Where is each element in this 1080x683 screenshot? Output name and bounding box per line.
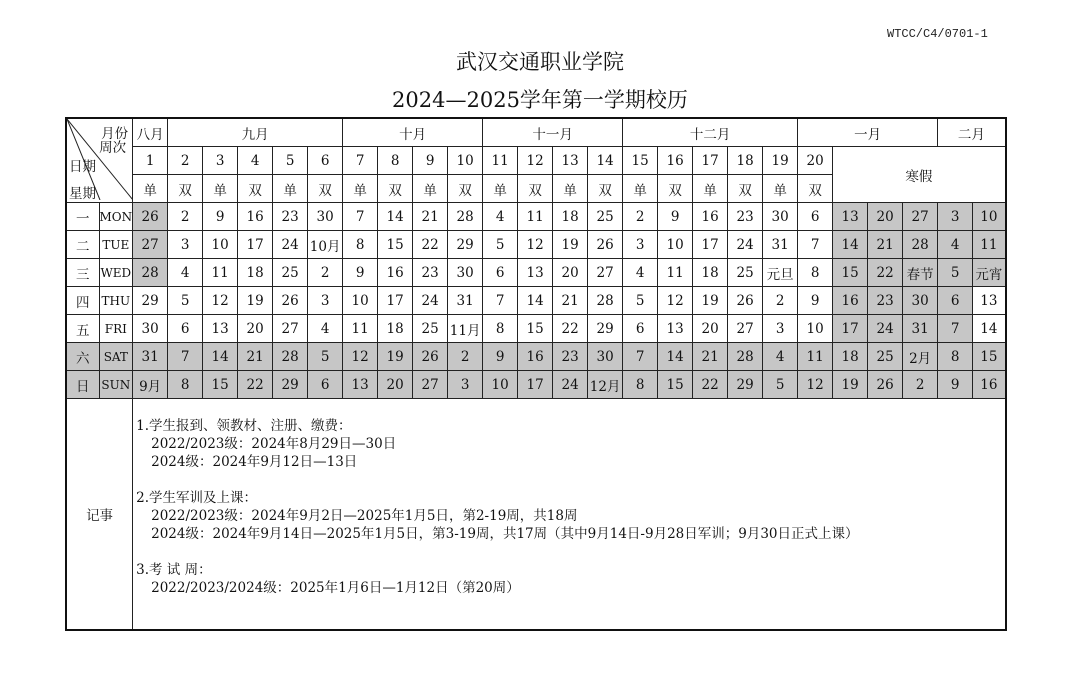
date-cell: 17 [238,231,273,259]
date-cell: 6 [308,371,343,399]
date-cell: 3 [938,203,973,231]
date-cell: 6 [798,203,833,231]
date-cell: 27 [903,203,938,231]
date-cell: 31 [903,315,938,343]
date-cell: 2 [308,259,343,287]
week-number: 7 [343,147,378,175]
notes-content [133,399,1006,631]
date-cell: 22 [868,259,903,287]
note-1-line-b: 2024级：2024年9月12日—13日 [151,454,358,470]
date-cell: 15 [203,371,238,399]
date-cell: 16 [693,203,728,231]
date-cell: 18 [693,259,728,287]
weekday-en: WED [99,259,133,287]
date-cell: 12 [518,231,553,259]
date-cell: 11 [973,231,1006,259]
date-cell: 31 [448,287,483,315]
week-parity: 单 [483,175,518,203]
date-cell: 3 [168,231,203,259]
date-cell: 15 [378,231,413,259]
month-header: 八月 [133,118,168,147]
date-cell: 6 [168,315,203,343]
weekday-row [66,343,1006,371]
week-parity: 单 [413,175,448,203]
date-cell: 30 [763,203,798,231]
date-cell: 24 [553,371,588,399]
date-cell: 9 [658,203,693,231]
date-cell: 18 [833,343,868,371]
date-cell: 21 [553,287,588,315]
week-parity: 双 [658,175,693,203]
date-cell: 4 [623,259,658,287]
month-header: 九月 [168,118,343,147]
date-cell: 11 [343,315,378,343]
date-cell: 29 [448,231,483,259]
month-header: 二月 [938,118,1006,147]
date-cell: 23 [273,203,308,231]
date-cell: 14 [518,287,553,315]
week-parity: 双 [308,175,343,203]
note-2-title: 2.学生军训及上课： [136,490,258,506]
weekday-en: SAT [99,343,133,371]
weekday-row [66,315,1006,343]
date-cell: 4 [938,231,973,259]
date-cell: 17 [378,287,413,315]
date-cell: 18 [238,259,273,287]
date-cell: 20 [378,371,413,399]
date-cell: 16 [973,371,1006,399]
date-cell: 14 [203,343,238,371]
winter-break-label: 寒假 [833,147,1006,203]
date-cell: 14 [973,315,1006,343]
date-cell: 8 [798,259,833,287]
date-cell: 11月 [448,315,483,343]
date-cell: 19 [693,287,728,315]
date-cell: 9 [798,287,833,315]
date-cell: 13 [658,315,693,343]
corner-header [66,118,133,203]
date-cell: 7 [168,343,203,371]
note-2-line-b: 2024级：2024年9月14日—2025年1月5日，第3-19周，共17周（其中9月14日-9月28日军训；9月30日正式上课） [151,526,859,542]
date-cell: 14 [658,343,693,371]
date-cell: 2 [903,371,938,399]
date-cell: 15 [518,315,553,343]
date-cell: 9月 [133,371,168,399]
date-cell: 25 [413,315,448,343]
date-cell: 7 [623,343,658,371]
date-cell: 18 [553,203,588,231]
date-cell: 10 [483,371,518,399]
week-parity: 单 [273,175,308,203]
note-2-line-a: 2022/2023级：2024年9月2日—2025年1月5日，第2-19周，共18周 [151,508,578,524]
weekday-cn: 六 [66,343,99,371]
week-parity: 双 [168,175,203,203]
date-cell: 23 [728,203,763,231]
date-cell: 9 [203,203,238,231]
date-cell: 21 [238,343,273,371]
date-cell: 10 [658,231,693,259]
date-cell: 13 [973,287,1006,315]
notes-label: 记事 [66,399,133,631]
date-cell: 22 [238,371,273,399]
date-cell: 18 [378,315,413,343]
date-cell: 5 [483,231,518,259]
date-cell: 9 [483,343,518,371]
month-header: 十一月 [483,118,623,147]
date-cell: 30 [588,343,623,371]
date-cell: 28 [133,259,168,287]
calendar-title: 2024—2025学年第一学期校历 [392,88,688,112]
corner-month-label: 月份 [101,126,129,142]
weekday-row [66,371,1006,399]
date-cell: 30 [308,203,343,231]
date-cell: 6 [938,287,973,315]
date-cell: 12月 [588,371,623,399]
date-cell: 25 [728,259,763,287]
week-parity: 单 [623,175,658,203]
note-3-title: 3.考 试 周： [136,562,212,578]
weekday-cn: 二 [66,231,99,259]
date-cell: 17 [693,231,728,259]
month-header: 一月 [798,118,938,147]
date-cell: 29 [588,315,623,343]
date-cell: 16 [518,343,553,371]
date-cell: 11 [518,203,553,231]
week-number: 11 [483,147,518,175]
date-cell: 20 [238,315,273,343]
date-cell: 17 [518,371,553,399]
week-parity: 双 [798,175,833,203]
weekday-en: THU [99,287,133,315]
date-cell: 26 [588,231,623,259]
college-title: 武汉交通职业学院 [456,50,624,74]
date-cell: 3 [763,315,798,343]
date-cell: 26 [868,371,903,399]
weekday-en: TUE [99,231,133,259]
date-cell: 7 [343,203,378,231]
date-cell: 12 [343,343,378,371]
week-parity: 双 [378,175,413,203]
date-cell: 29 [728,371,763,399]
date-cell: 13 [343,371,378,399]
note-3-line-a: 2022/2023/2024级：2025年1月6日—1月12日（第20周） [151,580,520,596]
weekday-en: SUN [99,371,133,399]
date-cell: 27 [133,231,168,259]
date-cell: 16 [238,203,273,231]
date-cell: 13 [518,259,553,287]
week-parity: 双 [238,175,273,203]
date-cell: 20 [868,203,903,231]
date-cell: 16 [378,259,413,287]
week-parity: 双 [728,175,763,203]
date-cell: 2 [623,203,658,231]
date-cell: 17 [833,315,868,343]
date-cell: 7 [483,287,518,315]
date-cell: 24 [273,231,308,259]
date-cell: 11 [203,259,238,287]
date-cell: 8 [483,315,518,343]
week-number: 17 [693,147,728,175]
date-cell: 2 [763,287,798,315]
date-cell: 28 [448,203,483,231]
date-cell: 23 [868,287,903,315]
date-cell: 12 [798,371,833,399]
school-calendar-table [65,117,1007,631]
date-cell: 25 [588,203,623,231]
date-cell: 8 [938,343,973,371]
date-cell: 10 [798,315,833,343]
date-cell: 19 [833,371,868,399]
date-cell: 12 [658,287,693,315]
corner-date-label: 日期 [69,159,96,175]
date-cell: 25 [273,259,308,287]
date-cell: 27 [413,371,448,399]
date-cell: 春节 [903,259,938,287]
weekday-cn: 一 [66,203,99,231]
date-cell: 23 [413,259,448,287]
week-number: 14 [588,147,623,175]
date-cell: 8 [623,371,658,399]
week-number: 13 [553,147,588,175]
corner-week-label: 周次 [99,140,127,156]
date-cell: 5 [938,259,973,287]
date-cell: 4 [483,203,518,231]
date-cell: 31 [133,343,168,371]
date-cell: 29 [273,371,308,399]
weekday-row [66,287,1006,315]
date-cell: 3 [623,231,658,259]
date-cell: 5 [763,371,798,399]
date-cell: 29 [133,287,168,315]
date-cell: 3 [308,287,343,315]
week-parity: 单 [553,175,588,203]
date-cell: 15 [973,343,1006,371]
date-cell: 22 [553,315,588,343]
week-number: 15 [623,147,658,175]
date-cell: 6 [623,315,658,343]
weekday-row [66,203,1006,231]
date-cell: 30 [133,315,168,343]
week-number: 10 [448,147,483,175]
date-cell: 4 [168,259,203,287]
note-1-line-a: 2022/2023级：2024年8月29日—30日 [151,436,397,452]
date-cell: 20 [553,259,588,287]
date-cell: 14 [833,231,868,259]
date-cell: 8 [168,371,203,399]
date-cell: 2 [168,203,203,231]
date-cell: 24 [728,231,763,259]
note-1-title: 1.学生报到、领教材、注册、缴费： [136,418,352,434]
week-number: 16 [658,147,693,175]
date-cell: 10 [973,203,1006,231]
date-cell: 6 [483,259,518,287]
document-code: WTCC/C4/0701-1 [887,27,988,41]
date-cell: 5 [623,287,658,315]
date-cell: 5 [308,343,343,371]
corner-weekday-label: 星期 [69,186,96,202]
date-cell: 7 [938,315,973,343]
date-cell: 26 [413,343,448,371]
date-cell: 23 [553,343,588,371]
date-cell: 26 [728,287,763,315]
week-number: 20 [798,147,833,175]
date-cell: 7 [798,231,833,259]
weekday-cn: 五 [66,315,99,343]
date-cell: 21 [693,343,728,371]
date-cell: 19 [378,343,413,371]
weekday-cn: 三 [66,259,99,287]
date-cell: 9 [938,371,973,399]
date-cell: 28 [728,343,763,371]
week-parity: 双 [588,175,623,203]
date-cell: 3 [448,371,483,399]
week-number: 5 [273,147,308,175]
date-cell: 11 [658,259,693,287]
date-cell: 11 [798,343,833,371]
date-cell: 14 [378,203,413,231]
date-cell: 5 [168,287,203,315]
date-cell: 31 [763,231,798,259]
week-parity: 单 [763,175,798,203]
week-parity: 双 [518,175,553,203]
date-cell: 9 [343,259,378,287]
week-number: 19 [763,147,798,175]
date-cell: 22 [413,231,448,259]
month-header: 十二月 [623,118,798,147]
date-cell: 12 [203,287,238,315]
date-cell: 21 [413,203,448,231]
date-cell: 13 [833,203,868,231]
date-cell: 2 [448,343,483,371]
date-cell: 27 [728,315,763,343]
date-cell: 4 [763,343,798,371]
weekday-cn: 日 [66,371,99,399]
date-cell: 27 [273,315,308,343]
date-cell: 21 [868,231,903,259]
weekday-cn: 四 [66,287,99,315]
week-number: 4 [238,147,273,175]
week-parity: 单 [343,175,378,203]
date-cell: 19 [553,231,588,259]
week-number: 8 [378,147,413,175]
date-cell: 24 [413,287,448,315]
date-cell: 元旦 [763,259,798,287]
weekday-en: FRI [99,315,133,343]
date-cell: 24 [868,315,903,343]
date-cell: 4 [308,315,343,343]
date-cell: 20 [693,315,728,343]
date-cell: 22 [693,371,728,399]
date-cell: 10 [343,287,378,315]
date-cell: 28 [273,343,308,371]
date-cell: 28 [903,231,938,259]
weekday-row [66,259,1006,287]
date-cell: 10 [203,231,238,259]
date-cell: 25 [868,343,903,371]
week-number: 1 [133,147,168,175]
date-cell: 30 [448,259,483,287]
date-cell: 2月 [903,343,938,371]
week-number: 12 [518,147,553,175]
month-header: 十月 [343,118,483,147]
weekday-row [66,231,1006,259]
date-cell: 27 [588,259,623,287]
week-parity: 单 [693,175,728,203]
weekday-en: MON [99,203,133,231]
week-parity: 单 [203,175,238,203]
week-number: 18 [728,147,763,175]
date-cell: 26 [133,203,168,231]
week-number: 6 [308,147,343,175]
date-cell: 元宵 [973,259,1006,287]
date-cell: 13 [203,315,238,343]
week-parity: 双 [448,175,483,203]
week-number: 2 [168,147,203,175]
date-cell: 30 [903,287,938,315]
date-cell: 10月 [308,231,343,259]
date-cell: 15 [658,371,693,399]
date-cell: 16 [833,287,868,315]
date-cell: 28 [588,287,623,315]
date-cell: 26 [273,287,308,315]
date-cell: 15 [833,259,868,287]
week-parity: 单 [133,175,168,203]
week-number: 9 [413,147,448,175]
date-cell: 19 [238,287,273,315]
date-cell: 8 [343,231,378,259]
week-number: 3 [203,147,238,175]
